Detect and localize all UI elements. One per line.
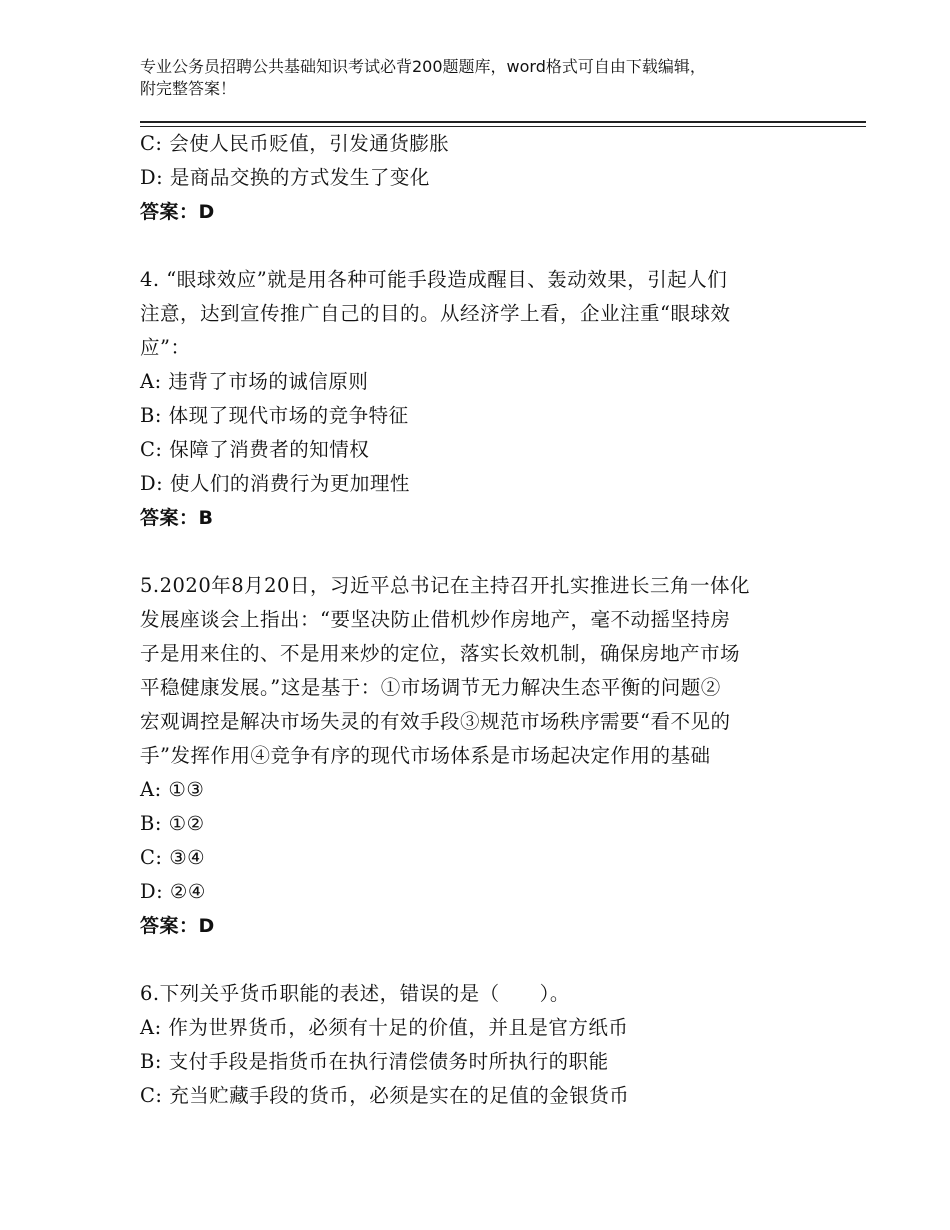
option-b: B: 支付手段是指货币在执行清偿债务时所执行的职能 bbox=[140, 1050, 609, 1073]
question-6-block bbox=[140, 977, 820, 1113]
option-c: C: 会使人民币贬值，引发通货膨胀 bbox=[140, 132, 450, 155]
option-c: C: 充当贮藏手段的货币，必须是实在的足值的金银货币 bbox=[140, 1084, 630, 1107]
header-line-2: 附完整答案！ bbox=[140, 79, 237, 98]
header-line-1: 专业公务员招聘公共基础知识考试必背200题题库，word格式可自由下载编辑， bbox=[140, 57, 706, 76]
answer-line: 答案：D bbox=[140, 201, 215, 223]
option-d: D: 使人们的消费行为更加理性 bbox=[140, 472, 410, 495]
option-b: B: ①② bbox=[140, 812, 205, 835]
spacer bbox=[140, 535, 820, 569]
question-text: 子是用来住的、不是用来炒的定位，落实长效机制，确保房地产市场 bbox=[140, 642, 741, 665]
option-a: A: ①③ bbox=[140, 778, 205, 801]
page-header bbox=[140, 56, 840, 100]
question-text: 4. “眼球效应”就是用各种可能手段造成醒目、轰动效果，引起人们 bbox=[140, 268, 728, 291]
answer-line: 答案：D bbox=[140, 915, 215, 937]
question-text: 平稳健康发展。”这是基于：①市场调节无力解决生态平衡的问题② bbox=[140, 676, 721, 699]
spacer bbox=[140, 943, 820, 977]
header-rule-thick bbox=[140, 121, 866, 123]
question-text: 应”： bbox=[140, 336, 191, 359]
question-text: 注意，达到宣传推广自己的目的。从经济学上看，企业注重“眼球效 bbox=[140, 302, 731, 325]
option-b: B: 体现了现代市场的竞争特征 bbox=[140, 404, 409, 427]
prev-question-block bbox=[140, 127, 820, 229]
question-text: 6.下列关乎货币职能的表述，错误的是（ ）。 bbox=[140, 982, 570, 1005]
option-c: C: ③④ bbox=[140, 846, 206, 869]
question-5-block bbox=[140, 569, 820, 943]
question-text: 发展座谈会上指出：“要坚决防止借机炒作房地产，毫不动摇坚持房 bbox=[140, 608, 731, 631]
question-text: 5.2020年8月20日，习近平总书记在主持召开扎实推进长三角一体化 bbox=[140, 574, 750, 597]
question-text: 手”发挥作用④竞争有序的现代市场体系是市场起决定作用的基础 bbox=[140, 744, 711, 767]
option-a: A: 作为世界货币，必须有十足的价值，并且是官方纸币 bbox=[140, 1016, 629, 1039]
question-4-block bbox=[140, 263, 820, 535]
option-d: D: 是商品交换的方式发生了变化 bbox=[140, 166, 430, 189]
question-content bbox=[140, 127, 820, 1113]
option-c: C: 保障了消费者的知情权 bbox=[140, 438, 370, 461]
answer-line: 答案：B bbox=[140, 507, 214, 529]
question-text: 宏观调控是解决市场失灵的有效手段③规范市场秩序需要“看不见的 bbox=[140, 710, 731, 733]
option-d: D: ②④ bbox=[140, 880, 206, 903]
option-a: A: 违背了市场的诚信原则 bbox=[140, 370, 369, 393]
spacer bbox=[140, 229, 820, 263]
